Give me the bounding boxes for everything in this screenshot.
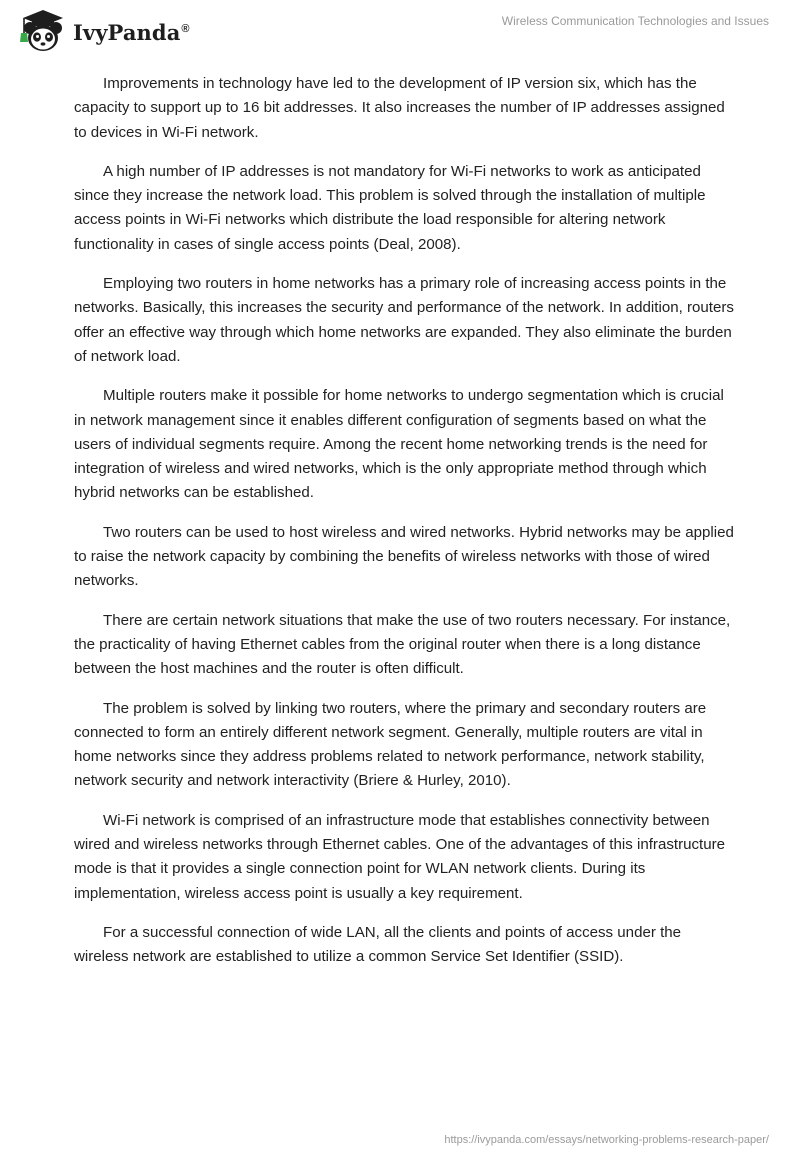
brand-logo[interactable]: [15, 7, 190, 53]
paragraph-5: Two routers can be used to host wireless and wired networks. Hybrid networks may be applied to raise the network capacity by combining the benefits of wireless networks with those of wired networks.: [74, 523, 734, 590]
paragraph-6: There are certain network situations that make the use of two routers necessary. For instance, the practicality of having Ethernet cables from the original router when there is a long distance between the host machines and the router is often difficult.: [74, 611, 731, 678]
panda-logo-icon: [15, 7, 69, 53]
essay-body: [74, 72, 734, 985]
registered-mark: ®: [181, 22, 190, 35]
document-title: Wireless Communication Technologies and Issues: [501, 14, 769, 28]
paragraph-1: Improvements in technology have led to the development of IP version six, which has the capacity to support up to 16 bit addresses. It also increases the number of IP addresses assigned to devices in Wi-Fi network.: [74, 75, 725, 141]
brand-name: IvyPanda®: [73, 19, 190, 45]
page-header: [0, 0, 800, 66]
paragraph-7: The problem is solved by linking two routers, where the primary and secondary routers are connected to form an entirely different network segment. Generally, multiple routers are vital in home networks since they address problems related to network performance, network stability, network security and network interactivity (Briere & Hurley, 2010).: [74, 699, 707, 790]
paragraph-3: Employing two routers in home networks has a primary role of increasing access points in the networks. Basically, this increases the security and performance of the network. In addition, routers offer an effective way through which home networks are expanded. They also eliminate the burden of network load.: [74, 275, 734, 365]
paragraph-4: Multiple routers make it possible for home networks to undergo segmentation which is crucial in network management since it enables different configuration of segments based on what the users of individual segments require. Among the recent home networking trends is the need for integration of wireless and wired networks, which is the only appropriate method through which hybrid networks can be established.: [74, 387, 724, 502]
source-url-link[interactable]: https://ivypanda.com/essays/networking-problems-research-paper/: [444, 1134, 769, 1146]
paragraph-2: A high number of IP addresses is not mandatory for Wi-Fi networks to work as anticipated since they increase the network load. This problem is solved through the installation of multiple access points in Wi-Fi networks which distribute the load responsible for altering network functionality in cases of single access points (Deal, 2008).: [74, 162, 706, 253]
paragraph-8: Wi-Fi network is comprised of an infrastructure mode that establishes connectivity between wired and wireless networks through Ethernet cables. One of the advantages of this infrastructure mode is that it provides a single connection point for WLAN network clients. During its implementation, wireless access point is usually a key requirement.: [74, 811, 726, 902]
paragraph-9: For a successful connection of wide LAN, all the clients and points of access under the wireless network are established to utilize a common Service Set Identifier (SSID).: [74, 923, 682, 966]
